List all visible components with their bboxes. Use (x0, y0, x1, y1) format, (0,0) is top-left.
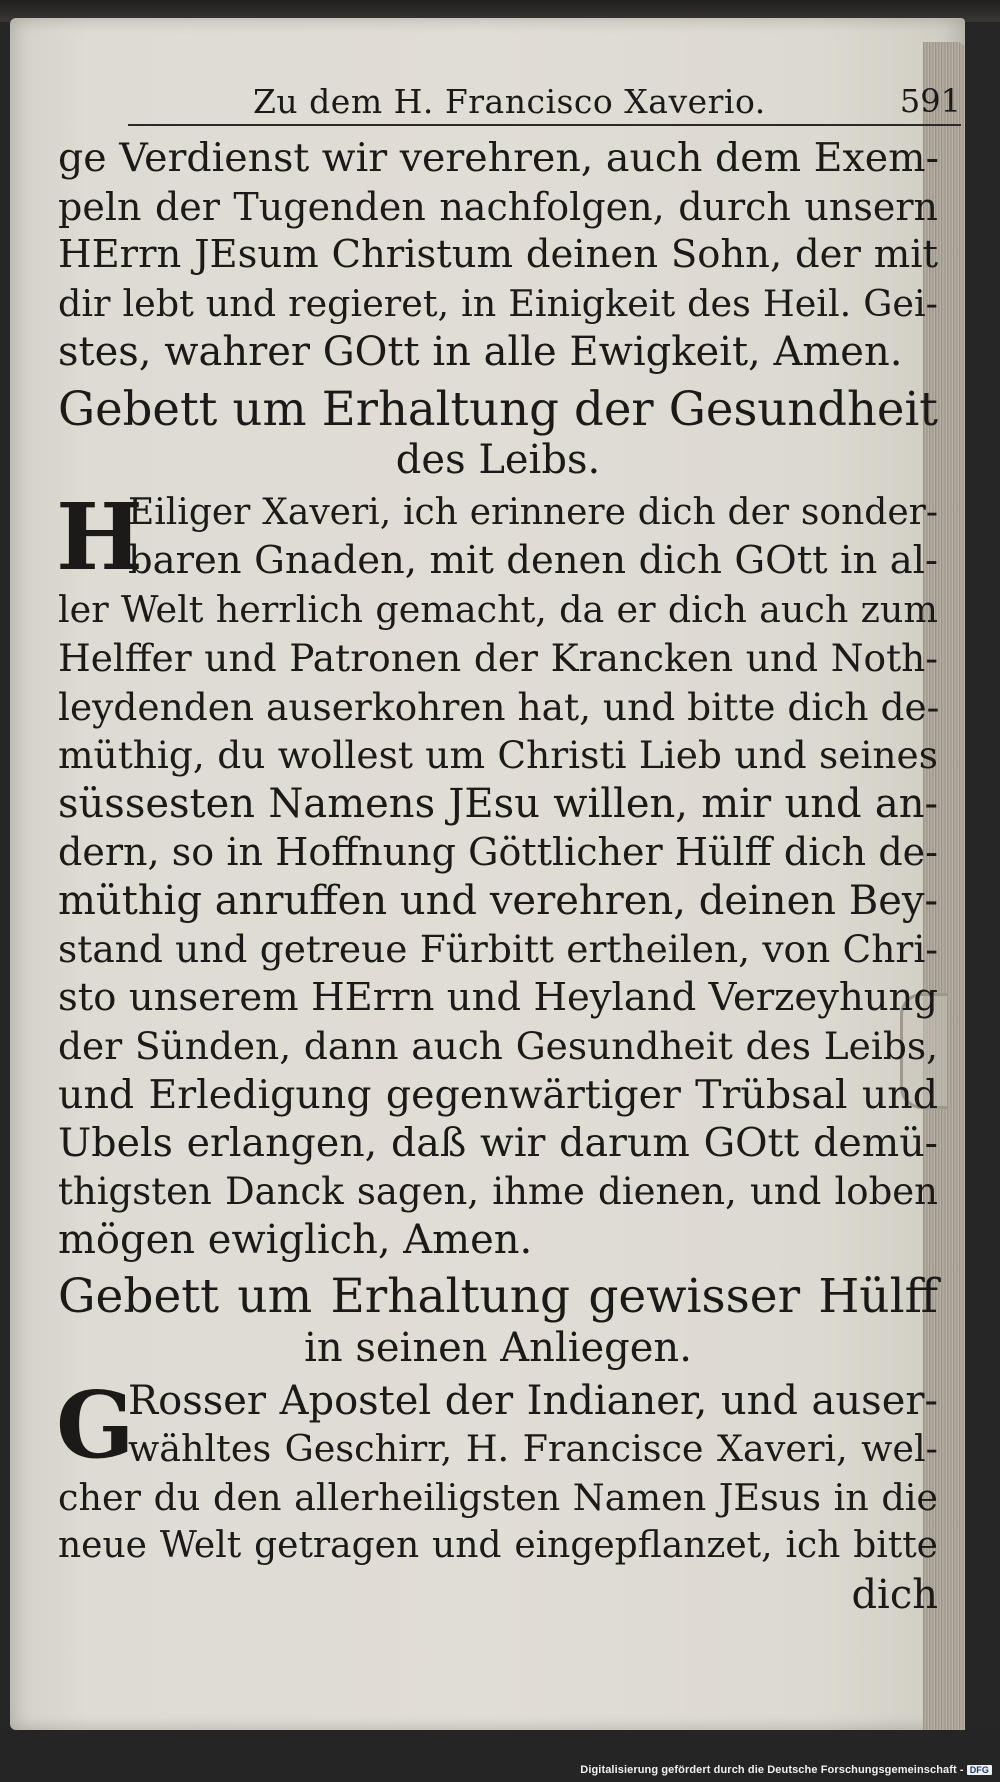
prayer2-heading: Gebett um Erhaltung gewisser Hülff (58, 1268, 938, 1324)
text-line: Eiliger Xaveri, ich erinnere dich der sonder- (128, 491, 938, 533)
text-line: baren Gnaden, mit denen dich GOtt in al- (128, 538, 938, 583)
text-line: peln der Tugenden nachfolgen, durch unsern (58, 184, 938, 229)
drop-cap-initial: G (56, 1370, 135, 1479)
text-line: Helffer und Patronen der Krancken und Noth- (58, 636, 938, 680)
prayer1-heading: Gebett um Erhaltung der Gesundheit (58, 381, 938, 436)
digitization-credit (580, 1764, 992, 1776)
drop-cap-initial: H (56, 482, 143, 591)
dfg-logo: DFG (967, 1765, 992, 1775)
credit-text: Digitalisierung gefördert durch die Deutsche Forschungsgemeinschaft - (580, 1764, 964, 1776)
text-line: der Sünden, dann auch Gesundheit des Leibs, (58, 1024, 938, 1068)
text-line: ge Verdienst wir verehren, auch dem Exem- (58, 135, 939, 181)
running-head (128, 78, 961, 126)
text-line: cher du den allerheiligsten Namen JEsus in die (58, 1475, 938, 1519)
running-title: Zu dem H. Francisco Xaverio. (253, 82, 766, 121)
text-line: stand und getreue Fürbitt ertheilen, von Chri- (58, 927, 938, 971)
text-line: HErrn JEsum Christum deinen Sohn, der mit (58, 232, 938, 277)
text-line: Rosser Apostel der Indianer, und auser- (128, 1377, 938, 1424)
text-line: müthig anruffen und verehren, deinen Bey- (58, 877, 938, 924)
text-line: neue Welt getragen und eingepflanzet, ich bitte (58, 1525, 938, 1566)
text-line: wähltes Geschirr, H. Francisce Xaveri, wel- (128, 1427, 938, 1470)
page-content (56, 78, 961, 1619)
bottom-scan-edge (0, 1730, 1000, 1782)
page-number: 591 (899, 82, 961, 120)
text-line: leydenden auserkohren hat, und bitte dich de- (58, 684, 940, 729)
prayer2-subheading: in seinen Anliegen. (304, 1324, 692, 1371)
text-line: dir lebt und regieret, in Einigkeit des Heil. Gei- (58, 281, 938, 325)
text-line: und Erledigung gegenwärtiger Trübsal und (58, 1071, 938, 1118)
catchword: dich (851, 1571, 938, 1618)
text-line: müthig, du wollest um Christi Lieb und seines (58, 733, 938, 777)
prayer2-paragraph (56, 1370, 953, 1619)
text-line: Ubels erlangen, daß wir darum GOtt demü- (58, 1120, 938, 1166)
text-line: dern, so in Hoffnung Göttlicher Hülff dich de- (58, 830, 938, 874)
text-line: stes, wahrer GOtt in alle Ewigkeit, Amen. (58, 329, 903, 375)
text-line: süssesten Namens JEsu willen, mir und an- (58, 780, 938, 827)
text-line: ler Welt herrlich gemacht, da er dich auch zum (58, 587, 938, 631)
prayer1-paragraph (56, 482, 953, 1265)
continuation-paragraph (58, 134, 953, 377)
text-line: thigsten Danck sagen, ihme dienen, und loben (58, 1169, 938, 1213)
book-page (10, 18, 965, 1730)
text-line: sto unserem HErrn und Heyland Verzeyhung (58, 974, 938, 1020)
prayer1-subheading: des Leibs. (395, 436, 601, 483)
text-line: mögen ewiglich, Amen. (58, 1217, 533, 1263)
